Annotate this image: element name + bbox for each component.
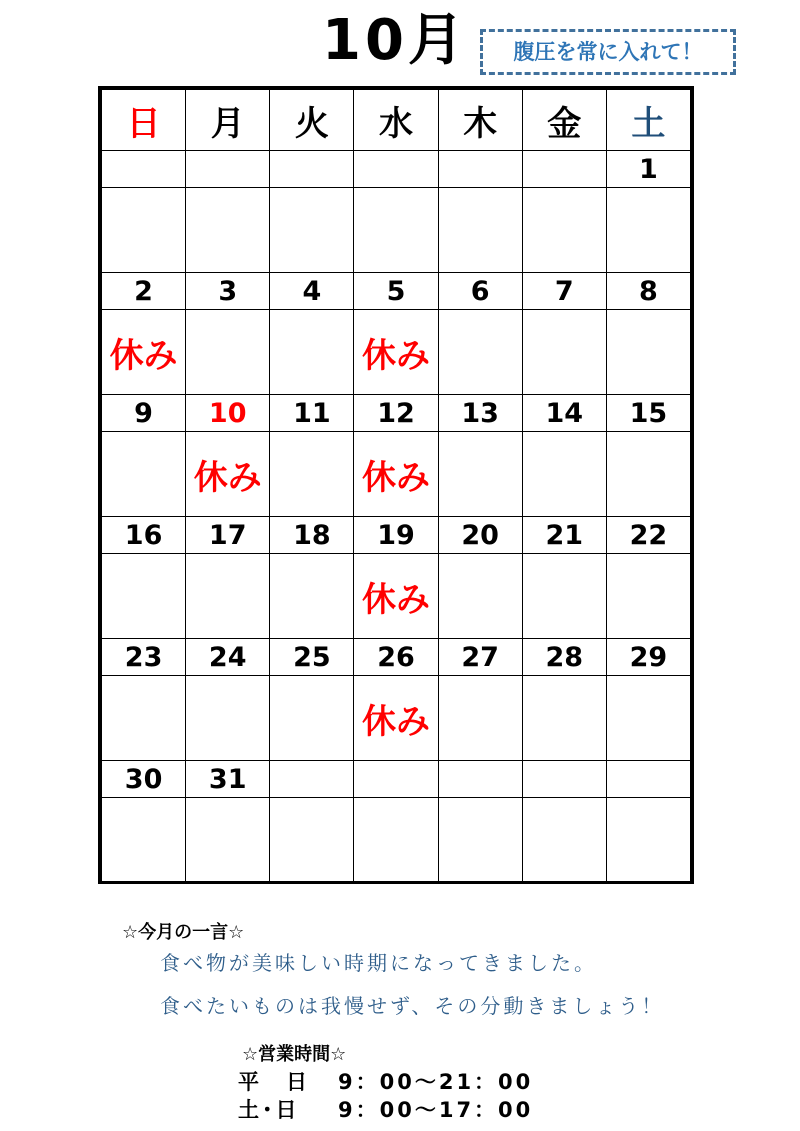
date-cell: 13 <box>438 395 522 432</box>
date-cell <box>438 761 522 798</box>
memo-cell <box>270 554 354 639</box>
date-cell: 24 <box>186 639 270 676</box>
weekday-sun: 日 <box>102 90 186 151</box>
memo-cell <box>354 798 438 883</box>
memo-cell <box>102 188 186 273</box>
memo-cell <box>102 554 186 639</box>
memo-cell <box>606 676 690 761</box>
memo-cell <box>186 188 270 273</box>
memo-cell <box>102 798 186 883</box>
memo-cell <box>606 798 690 883</box>
memo-cell <box>354 188 438 273</box>
date-cell: 31 <box>186 761 270 798</box>
memo-cell <box>186 310 270 395</box>
memo-cell: 休み <box>186 432 270 517</box>
hours-heading: ☆営業時間☆ <box>242 1044 347 1065</box>
memo-cell <box>438 676 522 761</box>
date-cell: 15 <box>606 395 690 432</box>
memo-cell <box>186 554 270 639</box>
date-cell <box>522 151 606 188</box>
note-box: 腹圧を常に入れて！ <box>480 29 736 75</box>
date-cell: 10 <box>186 395 270 432</box>
memo-cell <box>270 798 354 883</box>
date-cell: 12 <box>354 395 438 432</box>
hours-weekend-time: 9：00〜17：00 <box>338 1098 534 1122</box>
date-cell: 17 <box>186 517 270 554</box>
date-cell <box>102 151 186 188</box>
memo-cell: 休み <box>354 310 438 395</box>
date-row <box>102 395 691 432</box>
date-row <box>102 151 691 188</box>
memo-cell <box>606 310 690 395</box>
memo-cell <box>102 676 186 761</box>
memo-row <box>102 310 691 395</box>
memo-cell <box>606 432 690 517</box>
date-cell <box>186 151 270 188</box>
hours-weekday-time: 9：00〜21：00 <box>338 1070 534 1094</box>
memo-cell <box>522 676 606 761</box>
date-row <box>102 517 691 554</box>
date-cell <box>606 761 690 798</box>
date-row <box>102 273 691 310</box>
memo-cell <box>186 798 270 883</box>
memo-row <box>102 798 691 883</box>
date-cell <box>354 151 438 188</box>
date-cell: 30 <box>102 761 186 798</box>
weekday-mon: 月 <box>186 90 270 151</box>
weekday-sat: 土 <box>606 90 690 151</box>
date-cell: 28 <box>522 639 606 676</box>
date-cell: 9 <box>102 395 186 432</box>
memo-cell <box>270 188 354 273</box>
memo-cell: 休み <box>354 432 438 517</box>
memo-cell <box>186 676 270 761</box>
memo-cell <box>606 188 690 273</box>
date-row <box>102 639 691 676</box>
memo-cell <box>102 432 186 517</box>
memo-cell <box>270 310 354 395</box>
date-cell: 29 <box>606 639 690 676</box>
memo-cell: 休み <box>354 676 438 761</box>
memo-cell <box>270 676 354 761</box>
memo-cell <box>606 554 690 639</box>
date-cell: 26 <box>354 639 438 676</box>
memo-cell: 休み <box>354 554 438 639</box>
date-cell: 16 <box>102 517 186 554</box>
date-cell: 14 <box>522 395 606 432</box>
date-cell: 22 <box>606 517 690 554</box>
date-cell: 8 <box>606 273 690 310</box>
memo-cell <box>438 188 522 273</box>
memo-cell: 休み <box>102 310 186 395</box>
memo-cell <box>438 798 522 883</box>
comment-line-2: 食べたいものは我慢せず、その分動きましょう！ <box>160 994 665 1018</box>
weekday-header-row <box>102 90 691 151</box>
memo-cell <box>522 554 606 639</box>
calendar-table <box>101 89 691 883</box>
date-cell: 11 <box>270 395 354 432</box>
memo-cell <box>522 310 606 395</box>
date-row <box>102 761 691 798</box>
date-cell <box>270 151 354 188</box>
hours-weekend <box>238 1094 533 1124</box>
date-cell <box>354 761 438 798</box>
weekday-fri: 金 <box>522 90 606 151</box>
memo-cell <box>522 798 606 883</box>
date-cell: 25 <box>270 639 354 676</box>
memo-cell <box>522 188 606 273</box>
date-cell: 19 <box>354 517 438 554</box>
memo-cell <box>438 432 522 517</box>
date-cell: 3 <box>186 273 270 310</box>
memo-row <box>102 554 691 639</box>
date-cell: 1 <box>606 151 690 188</box>
date-cell: 4 <box>270 273 354 310</box>
date-cell: 6 <box>438 273 522 310</box>
date-cell: 5 <box>354 273 438 310</box>
date-cell <box>438 151 522 188</box>
weekday-thu: 木 <box>438 90 522 151</box>
date-cell: 7 <box>522 273 606 310</box>
date-cell: 18 <box>270 517 354 554</box>
memo-row <box>102 676 691 761</box>
date-cell: 27 <box>438 639 522 676</box>
memo-cell <box>438 310 522 395</box>
calendar <box>98 86 694 884</box>
date-cell: 20 <box>438 517 522 554</box>
hours-weekday-label: 平 日 <box>238 1070 310 1094</box>
memo-row <box>102 188 691 273</box>
memo-cell <box>438 554 522 639</box>
hours-weekday <box>238 1066 533 1096</box>
page-title: 10月 <box>322 8 468 73</box>
date-cell: 2 <box>102 273 186 310</box>
hours-weekend-label: 土･日 <box>238 1098 300 1122</box>
date-cell <box>522 761 606 798</box>
memo-cell <box>270 432 354 517</box>
weekday-tue: 火 <box>270 90 354 151</box>
date-cell <box>270 761 354 798</box>
comment-heading: ☆今月の一言☆ <box>122 922 245 943</box>
weekday-wed: 水 <box>354 90 438 151</box>
date-cell: 21 <box>522 517 606 554</box>
comment-line-1: 食べ物が美味しい時期になってきました。 <box>160 951 597 975</box>
date-cell: 23 <box>102 639 186 676</box>
memo-row <box>102 432 691 517</box>
memo-cell <box>522 432 606 517</box>
